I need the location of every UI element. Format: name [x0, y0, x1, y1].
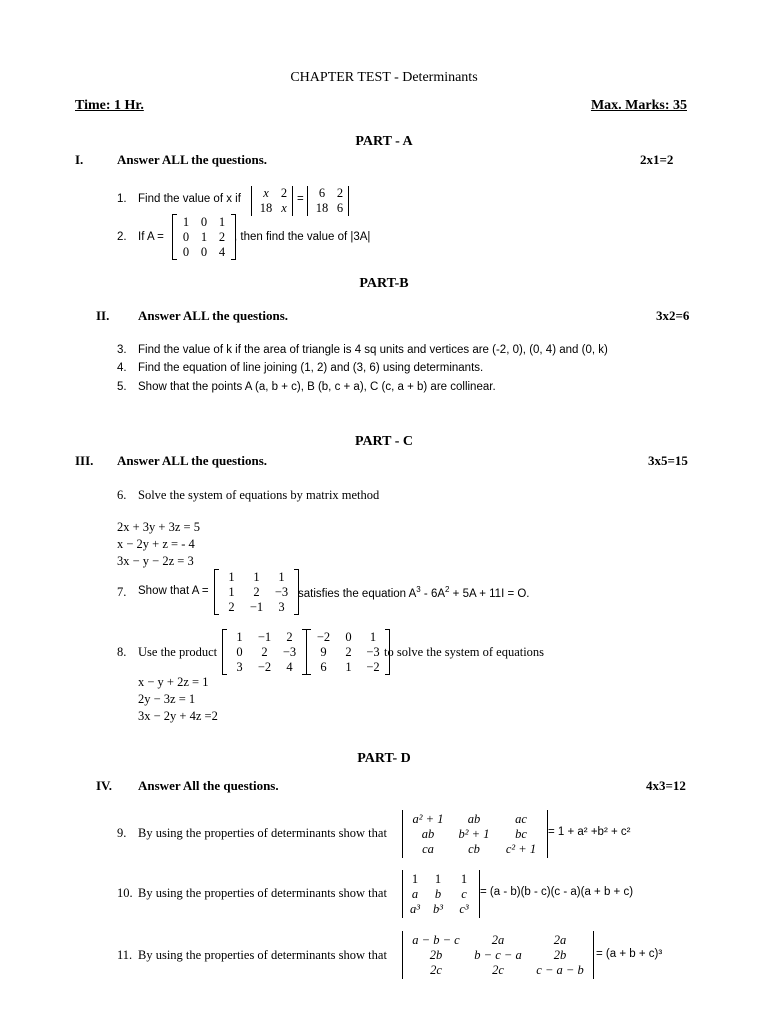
q6-number: 6. — [117, 488, 127, 502]
q8-matrix1-cell: −1 — [257, 629, 272, 644]
q10-text: By using the properties of determinants show that — [138, 886, 387, 900]
q10-det-cell: 1 — [434, 871, 442, 886]
q9-det-cell: ab — [467, 811, 481, 826]
q8-equation-1: x − y + 2z = 1 — [138, 675, 209, 689]
q8-matrix1-cell: 0 — [236, 644, 243, 659]
q8-matrix2-cell: 6 — [320, 659, 327, 674]
q7-exponent: 3 — [416, 585, 421, 594]
q11-det-cell: 2c — [492, 962, 504, 977]
q8-matrix2-cell: 2 — [345, 644, 352, 659]
q7-matrix-cell: 1 — [253, 569, 260, 584]
section-roman-iii: III. — [75, 453, 94, 468]
part-c-heading: PART - C — [354, 434, 414, 449]
q1-det-left-cell: 2 — [280, 186, 288, 200]
q2-matrix-cell: 2 — [218, 229, 226, 244]
q11-text: By using the properties of determinants show that — [138, 948, 387, 962]
q1-equals: = — [297, 193, 304, 205]
part-a-heading: PART - A — [355, 134, 413, 149]
q11-det-cell: 2a — [491, 932, 505, 947]
q2-matrix-cell: 0 — [200, 214, 208, 229]
q4-text: Find the equation of line joining (1, 2) and (3, 6) using determinants. — [138, 362, 484, 374]
q10-rhs: = (a - b)(b - c)(c - a)(a + b + c) — [480, 886, 634, 898]
q8-matrix2-cell: 1 — [369, 629, 377, 644]
q8-suffix: to solve the system of equations — [384, 645, 545, 659]
q8-matrix2-cell: 9 — [320, 644, 327, 659]
q7-matrix-cell: −3 — [274, 584, 289, 599]
q8-matrix1-cell: 2 — [286, 629, 293, 644]
q1-number: 1. — [117, 193, 127, 205]
q7-matrix-cell: 1 — [278, 569, 285, 584]
q1-det-left-cell: x — [281, 201, 287, 215]
part-b-heading: PART-B — [359, 276, 409, 291]
section-roman-ii: II. — [96, 308, 110, 323]
q8-matrix2-cell: −2 — [316, 629, 331, 644]
part-a-marks: 2x1=2 — [640, 152, 674, 167]
q11-det-cell: b − c − a — [474, 947, 522, 962]
q7-matrix-cell: −1 — [249, 599, 264, 614]
q6-equation-3: 3x − y − 2z = 3 — [117, 554, 194, 568]
q11-det-cell: a − b − c — [412, 932, 460, 947]
q2-matrix-cell: 0 — [182, 244, 190, 259]
q9-text: By using the properties of determinants show that — [138, 826, 387, 840]
part-c-marks: 3x5=15 — [648, 453, 688, 468]
q8-number: 8. — [117, 645, 127, 659]
q2-matrix-cell: 0 — [182, 229, 190, 244]
q3-text: Find the value of k if the area of triangle is 4 sq units and vertices are (-2, 0), (0, 4) and (0, k) — [138, 344, 608, 356]
q6-equation-1: 2x + 3y + 3z = 5 — [117, 520, 200, 534]
part-d-heading: PART- D — [357, 751, 411, 766]
q10-det-cell: c³ — [459, 901, 469, 916]
q11-determinant — [402, 931, 594, 979]
part-c-instruction: Answer ALL the questions. — [117, 453, 268, 468]
q10-det-cell: a — [411, 886, 419, 901]
q9-det-cell: ab — [421, 826, 435, 841]
q9-det-cell: c² + 1 — [505, 841, 537, 856]
q7-number: 7. — [117, 585, 127, 599]
title-text: CHAPTER TEST - Determinants — [290, 70, 478, 85]
q9-det-cell: bc — [515, 826, 527, 841]
q8-equation-3: 3x − 2y + 4z =2 — [138, 709, 218, 723]
q1-det-left-cell: 18 — [259, 201, 273, 215]
q2-matrix-cell: 0 — [200, 244, 208, 259]
q1-determinant-left — [251, 186, 293, 216]
q7-matrix-cell: 2 — [228, 599, 235, 614]
q8-matrix-2 — [306, 629, 390, 675]
q10-det-cell: 1 — [460, 871, 468, 886]
q7-matrix-cell: 2 — [253, 584, 260, 599]
q7-matrix-cell: 3 — [278, 599, 285, 614]
q11-det-cell: c − a − b — [536, 962, 584, 977]
q11-det-cell: 2b — [429, 947, 443, 962]
q9-number: 9. — [117, 826, 127, 840]
q7-exponent: 2 — [445, 585, 450, 594]
part-b-instruction: Answer ALL the questions. — [138, 308, 289, 323]
q8-matrix1-cell: 3 — [236, 659, 243, 674]
q7-matrix-cell: 1 — [228, 584, 235, 599]
page-title — [0, 70, 768, 86]
q7-equation-part: - 6A — [420, 587, 446, 600]
q6-equation-2: x − 2y + z = - 4 — [117, 537, 195, 551]
q1-det-right-cell: 18 — [315, 201, 329, 215]
q1-determinant-right — [307, 186, 349, 216]
section-roman-iv: IV. — [96, 778, 113, 793]
q11-det-cell: 2a — [553, 932, 567, 947]
q10-det-cell: a³ — [410, 901, 420, 916]
q9-det-cell: cb — [468, 841, 480, 856]
part-d-instruction: Answer All the questions. — [138, 778, 279, 793]
q1-det-left-cell: x — [263, 186, 269, 200]
q5-number: 5. — [117, 381, 127, 393]
time-label: Time: 1 Hr. — [75, 98, 144, 113]
q7-prefix: Show that A = — [138, 585, 209, 597]
q8-matrix1-cell: −2 — [257, 659, 272, 674]
q11-number: 11. — [117, 948, 133, 962]
q2-matrix-cell: 1 — [182, 214, 190, 229]
q10-determinant — [402, 870, 480, 918]
q2-matrix-cell: 1 — [200, 229, 208, 244]
q10-number: 10. — [117, 886, 133, 900]
q9-rhs: = 1 + a² +b² + c² — [548, 826, 631, 838]
q11-det-cell: 2c — [430, 962, 442, 977]
part-a-instruction: Answer ALL the questions. — [117, 152, 268, 167]
q8-equation-2: 2y − 3z = 1 — [138, 692, 196, 706]
q8-matrix-1 — [222, 629, 307, 675]
q2-matrix-cell: 4 — [218, 244, 226, 259]
q2-suffix: , then find the value of |3A| — [234, 231, 371, 243]
part-d-marks: 4x3=12 — [646, 778, 686, 793]
q10-det-cell: b³ — [433, 901, 443, 916]
q8-matrix1-cell: −3 — [282, 644, 297, 659]
q11-det-cell: 2b — [553, 947, 567, 962]
q10-det-cell: c — [461, 886, 467, 901]
q3-number: 3. — [117, 344, 127, 356]
q1-det-right-cell: 2 — [336, 186, 344, 200]
q2-matrix — [172, 214, 236, 260]
q9-det-cell: ca — [422, 841, 434, 856]
q1-det-right-cell: 6 — [318, 186, 326, 200]
q8-prefix: Use the product — [138, 645, 218, 659]
q8-matrix2-cell: 0 — [345, 629, 352, 644]
q11-rhs: = (a + b + c)³ — [596, 948, 663, 960]
q2-matrix-cell: 1 — [218, 214, 226, 229]
q10-det-cell: b — [434, 886, 442, 901]
q6-text: Solve the system of equations by matrix method — [138, 488, 380, 502]
q8-matrix2-cell: −3 — [366, 644, 380, 659]
q9-det-cell: a² + 1 — [412, 811, 444, 826]
q8-matrix1-cell: 2 — [261, 644, 268, 659]
q7-matrix-cell: 1 — [228, 569, 235, 584]
q9-det-cell: ac — [515, 811, 527, 826]
q7-equation-part: satisfies the equation A — [298, 587, 417, 600]
q2-prefix: If A = — [138, 231, 164, 243]
q4-number: 4. — [117, 362, 127, 374]
q8-matrix1-cell: 1 — [236, 629, 243, 644]
q9-det-cell: b² + 1 — [458, 826, 490, 841]
q7-equation — [298, 585, 530, 600]
section-roman-i: I. — [75, 152, 84, 167]
q1-det-right-cell: 6 — [336, 201, 344, 215]
q5-text: Show that the points A (a, b + c), B (b, c + a), C (c, a + b) are collinear. — [138, 381, 496, 393]
part-b-marks: 3x2=6 — [656, 308, 690, 323]
q7-equation-part: + 5A + 11I = O. — [449, 587, 530, 600]
q8-matrix1-cell: 4 — [286, 659, 293, 674]
q1-text: Find the value of x if — [138, 193, 241, 205]
q2-number: 2. — [117, 231, 127, 243]
q8-matrix2-cell: −2 — [366, 659, 380, 674]
q8-matrix2-cell: 1 — [345, 659, 352, 674]
q9-determinant — [402, 810, 548, 858]
q10-det-cell: 1 — [411, 871, 419, 886]
q7-matrix — [214, 569, 299, 615]
max-marks-label: Max. Marks: 35 — [590, 98, 687, 113]
